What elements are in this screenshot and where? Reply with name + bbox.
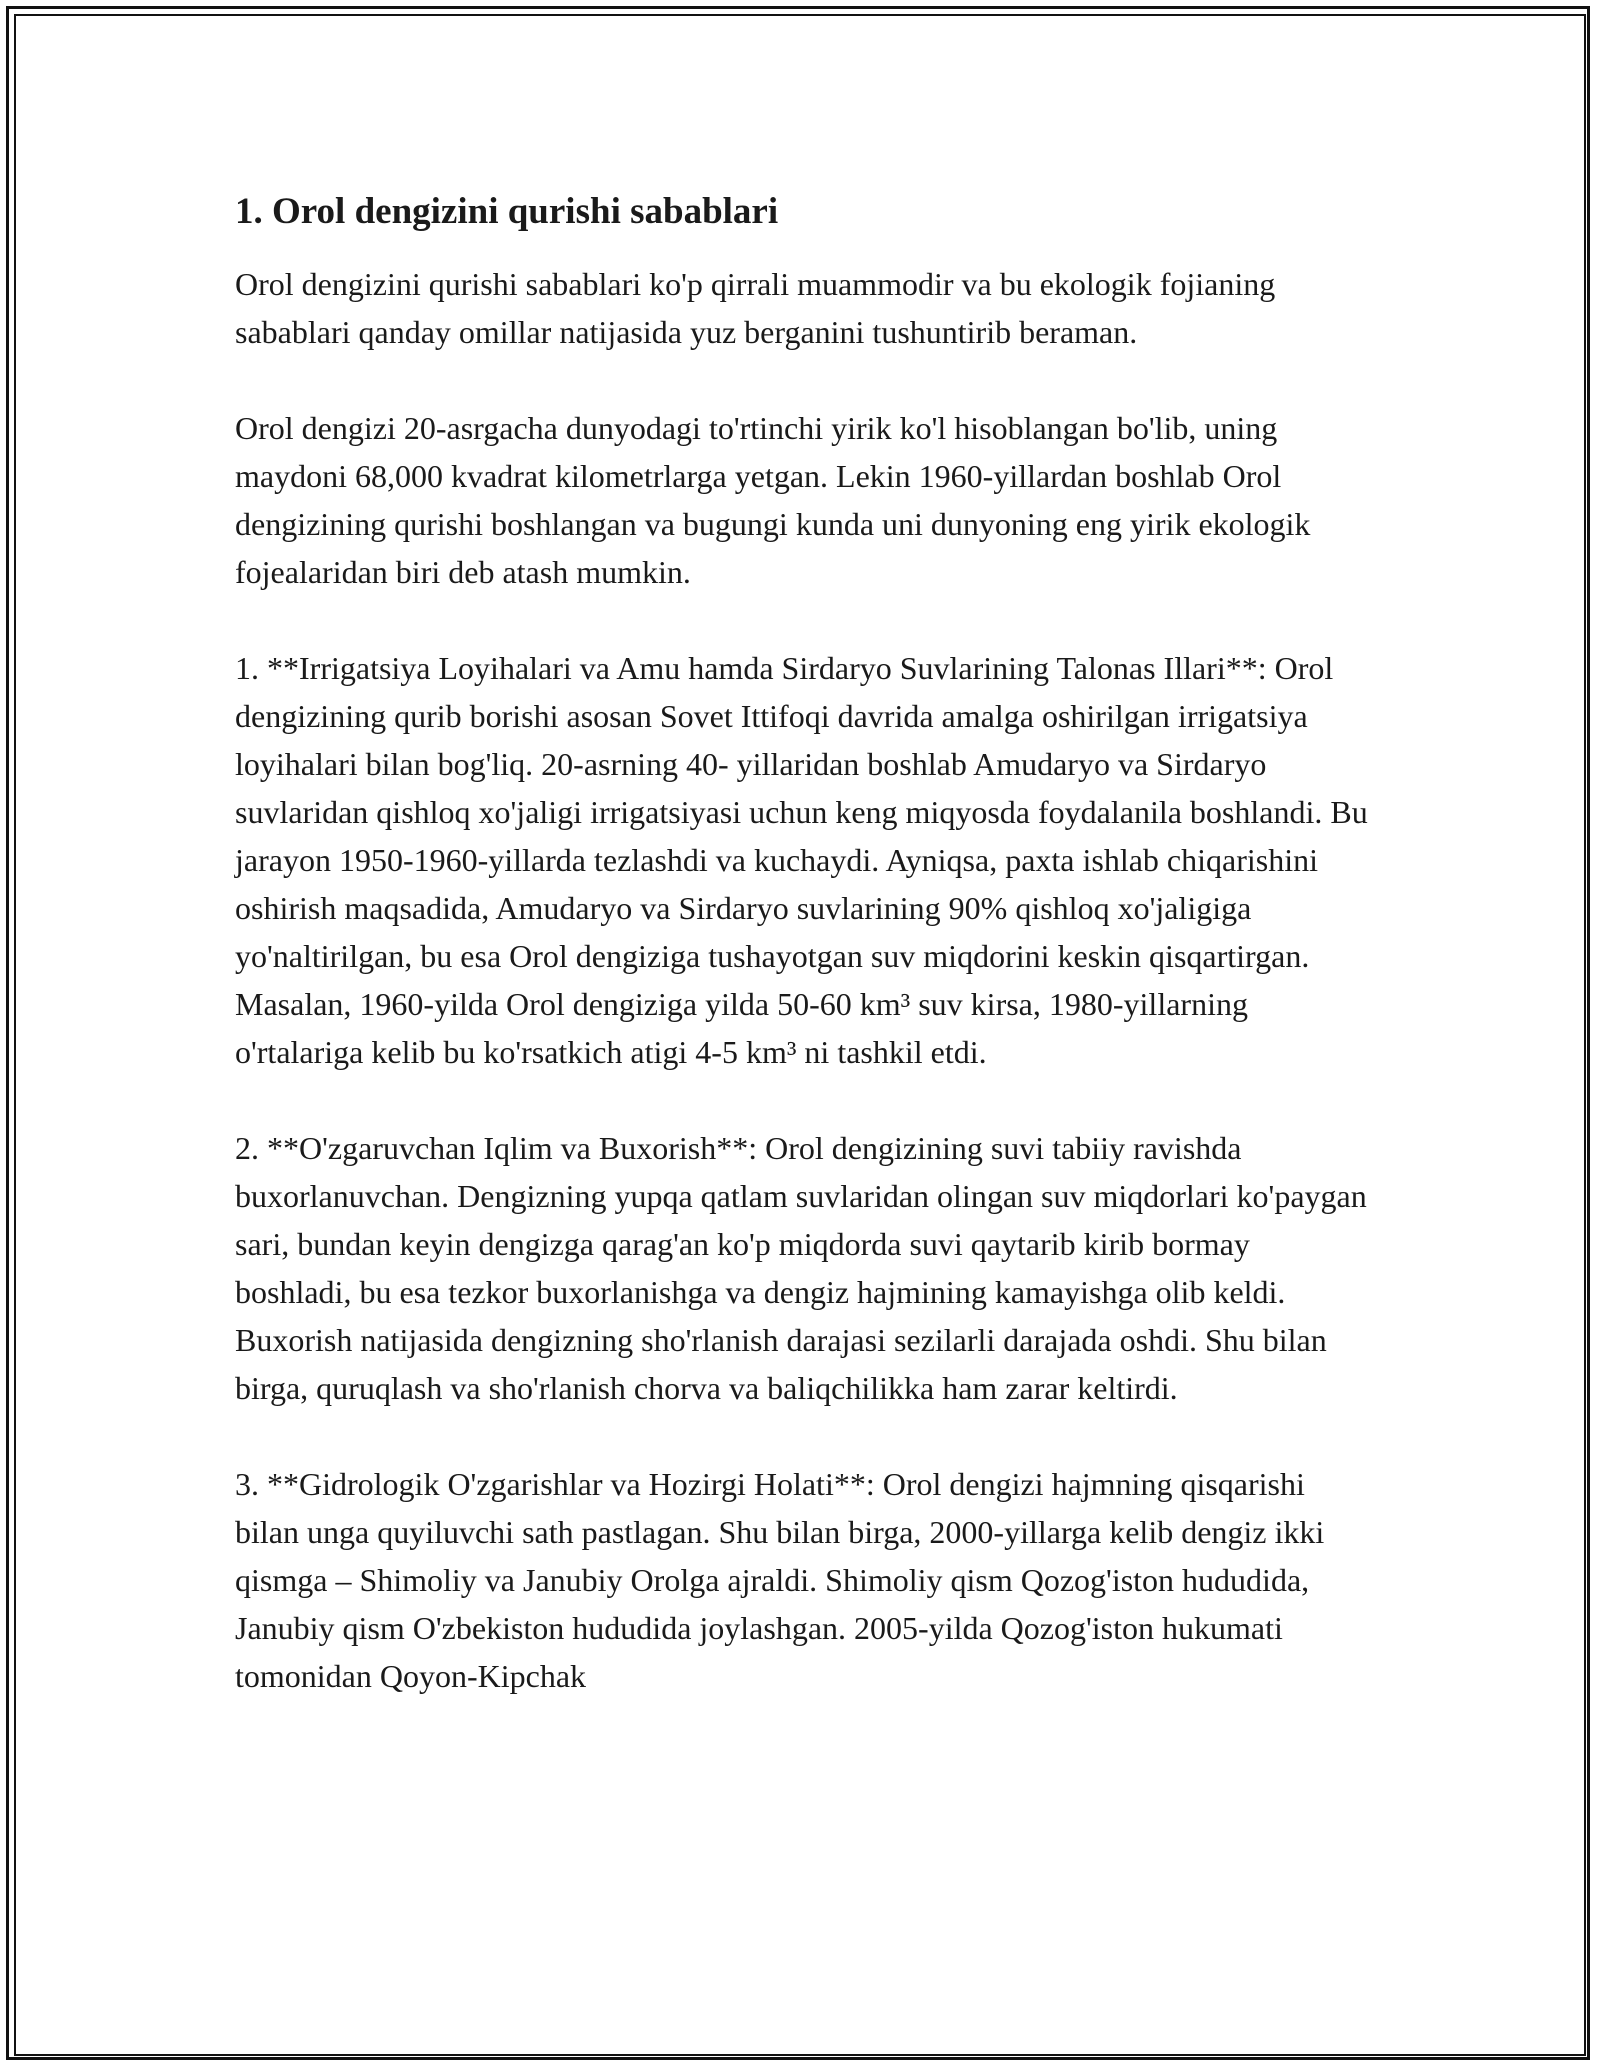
background-paragraph: Orol dengizi 20-asrgacha dunyodagi to'rtinchi yirik ko'l hisoblangan bo'lib, uning maydoni 68,000 kvadrat kilometrlarga yetgan. Lekin 1960-yillardan boshlab Orol dengizining qurishi boshlangan va bugungi kunda uni dunyoning eng yirik ekologik fojealaridan biri deb atash mumkin. — [235, 410, 1311, 590]
cause-irrigation-paragraph: 1. **Irrigatsiya Loyihalari va Amu hamda Sirdaryo Suvlarining Talonas Illari**: Orol dengizining qurib borishi asosan Sovet Ittifoqi davrida amalga oshirilgan irrigatsiya loyihalari bilan bog'liq. 20-asrning 40- yillaridan boshlab Amudaryo va Sirdaryo suvlaridan qishloq xo'jaligi irrigatsiyasi uchun keng miqyosda foydalanila boshlandi. Bu jarayon 1950-1960-yillarda tezlashdi va kuchaydi. Ayniqsa, paxta ishlab chiqarishini oshirish maqsadida, Amudaryo va Sirdaryo suvlarining 90% qishloq xo'jaligiga yo'naltirilgan, bu esa Orol dengiziga tushayotgan suv miqdorini keskin qisqartirgan. Masalan, 1960-yilda Orol dengiziga yilda 50-60 km³ suv kirsa, 1980-yillarning o'rtalariga kelib bu ko'rsatkich atigi 4-5 km³ ni tashkil etdi. — [235, 650, 1368, 1070]
document-body — [235, 188, 1370, 1748]
cause-hydrology-paragraph: 3. **Gidrologik O'zgarishlar va Hozirgi Holati**: Orol dengizi hajmning qisqarishi bilan unga quyiluvchi sath pastlagan. Shu bilan birga, 2000-yillarga kelib dengiz ikki qismga – Shimoliy va Janubiy Orolga ajraldi. Shimoliy qism Qozog'iston hududida, Janubiy qism O'zbekiston hududida joylashgan. 2005-yilda Qozog'iston hukumati tomonidan Qoyon-Kipchak — [235, 1466, 1325, 1694]
document-title: 1. Orol dengizini qurishi sabablari — [235, 191, 779, 232]
cause-climate-paragraph: 2. **O'zgaruvchan Iqlim va Buxorish**: Orol dengizining suvi tabiiy ravishda buxorlanuvchan. Dengizning yupqa qatlam suvlaridan olingan suv miqdorlari ko'paygan sari, bundan keyin dengizga qarag'an ko'p miqdorda suvi qaytarib kirib bormay boshladi, bu esa tezkor buxorlanishga va dengiz hajmining kamayishga olib keldi. Buxorish natijasida dengizning sho'rlanish darajasi sezilarli darajada oshdi. Shu bilan birga, quruqlash va sho'rlanish chorva va baliqchilikka ham zarar keltirdi. — [235, 1130, 1367, 1406]
intro-paragraph: Orol dengizini qurishi sabablari ko'p qirrali muammodir va bu ekologik fojianing sabablari qanday omillar natijasida yuz berganini tushuntirib beraman. — [235, 266, 1276, 350]
